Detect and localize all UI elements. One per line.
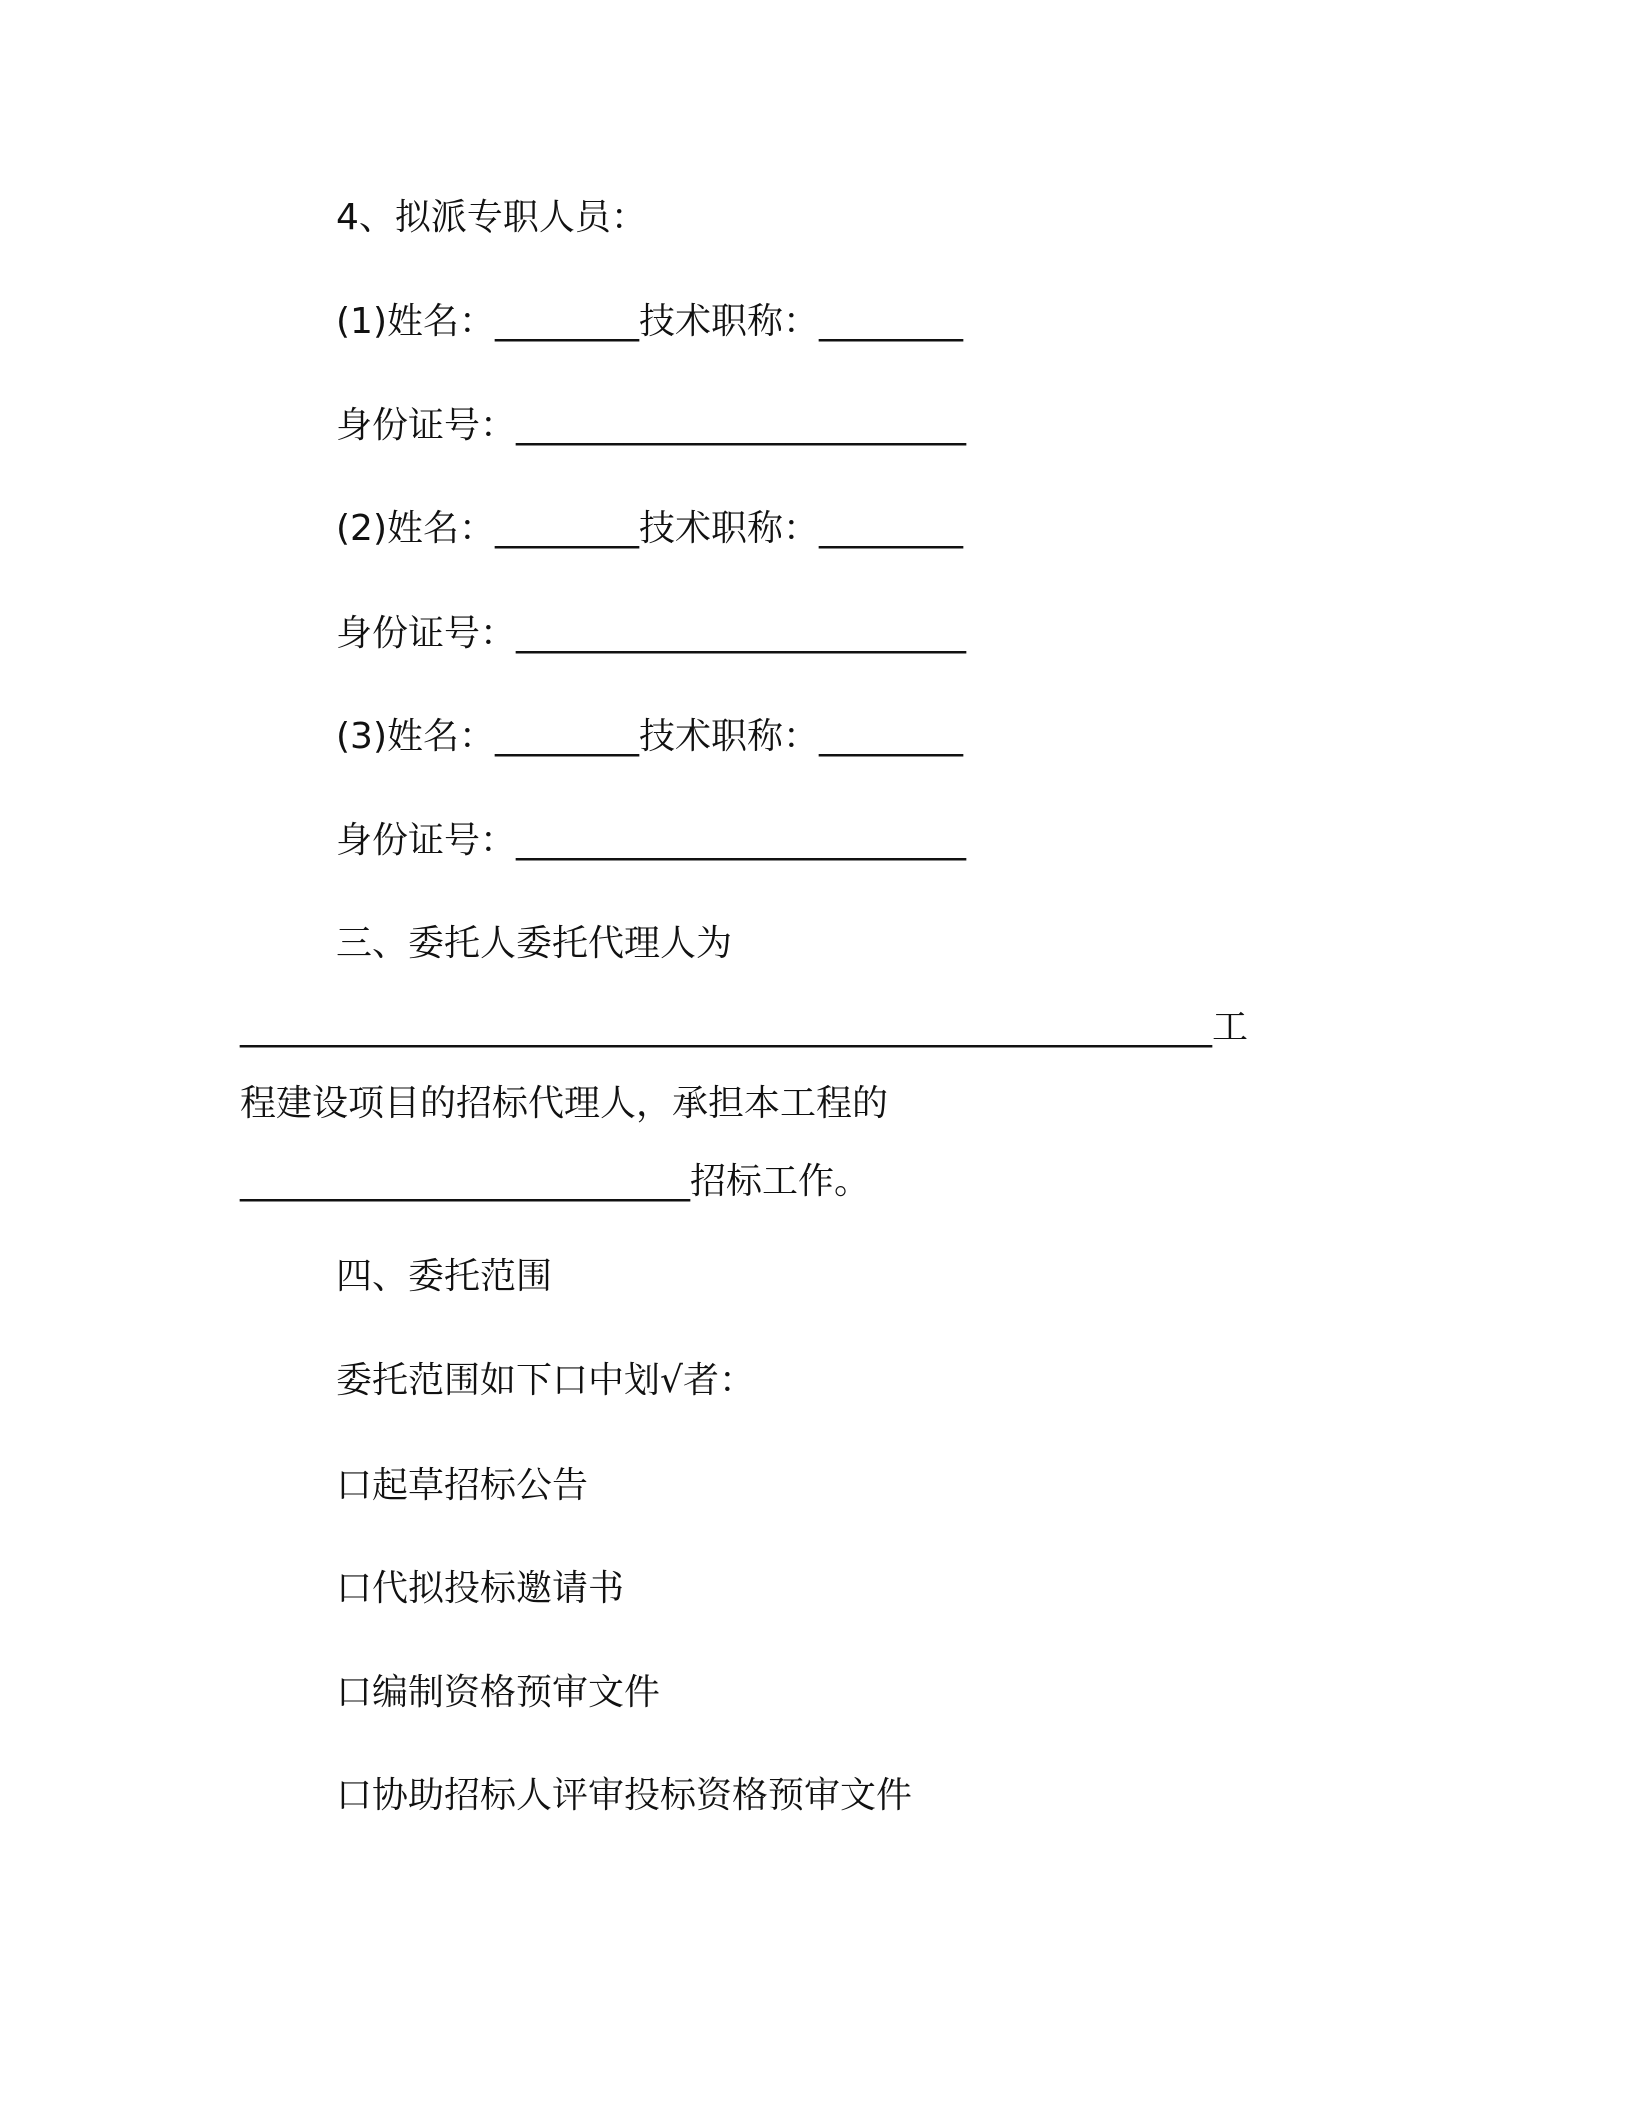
agent-work-blank: _________________________招标工作。	[240, 1161, 871, 1202]
staff-1-id-number: 身份证号：_________________________	[336, 405, 967, 446]
section-heading-agent: 三、委托人委托代理人为	[336, 923, 733, 964]
section-heading-staff: 4、拟派专职人员：	[336, 197, 647, 238]
staff-3-name-title: (3)姓名：________技术职称：________	[336, 716, 963, 757]
scope-item-prequal-review: 口协助招标人评审投标资格预审文件	[336, 1775, 913, 1816]
staff-2-id-number: 身份证号：_________________________	[336, 613, 967, 654]
agent-project-blank: ______________________________________________________工	[240, 1007, 1248, 1048]
section-heading-scope: 四、委托范围	[336, 1256, 553, 1297]
staff-2-name-title: (2)姓名：________技术职称：________	[336, 508, 963, 549]
staff-1-name-title: (1)姓名：________技术职称：________	[336, 301, 963, 342]
staff-3-id-number: 身份证号：_________________________	[336, 820, 967, 861]
scope-item-prequal-docs: 口编制资格预审文件	[336, 1672, 661, 1713]
agent-project-text: 程建设项目的招标代理人，承担本工程的	[240, 1083, 889, 1124]
scope-instruction: 委托范围如下口中划√者：	[336, 1360, 755, 1401]
scope-item-invitation: 口代拟投标邀请书	[336, 1568, 625, 1609]
scope-item-draft-notice: 口起草招标公告	[336, 1465, 589, 1506]
